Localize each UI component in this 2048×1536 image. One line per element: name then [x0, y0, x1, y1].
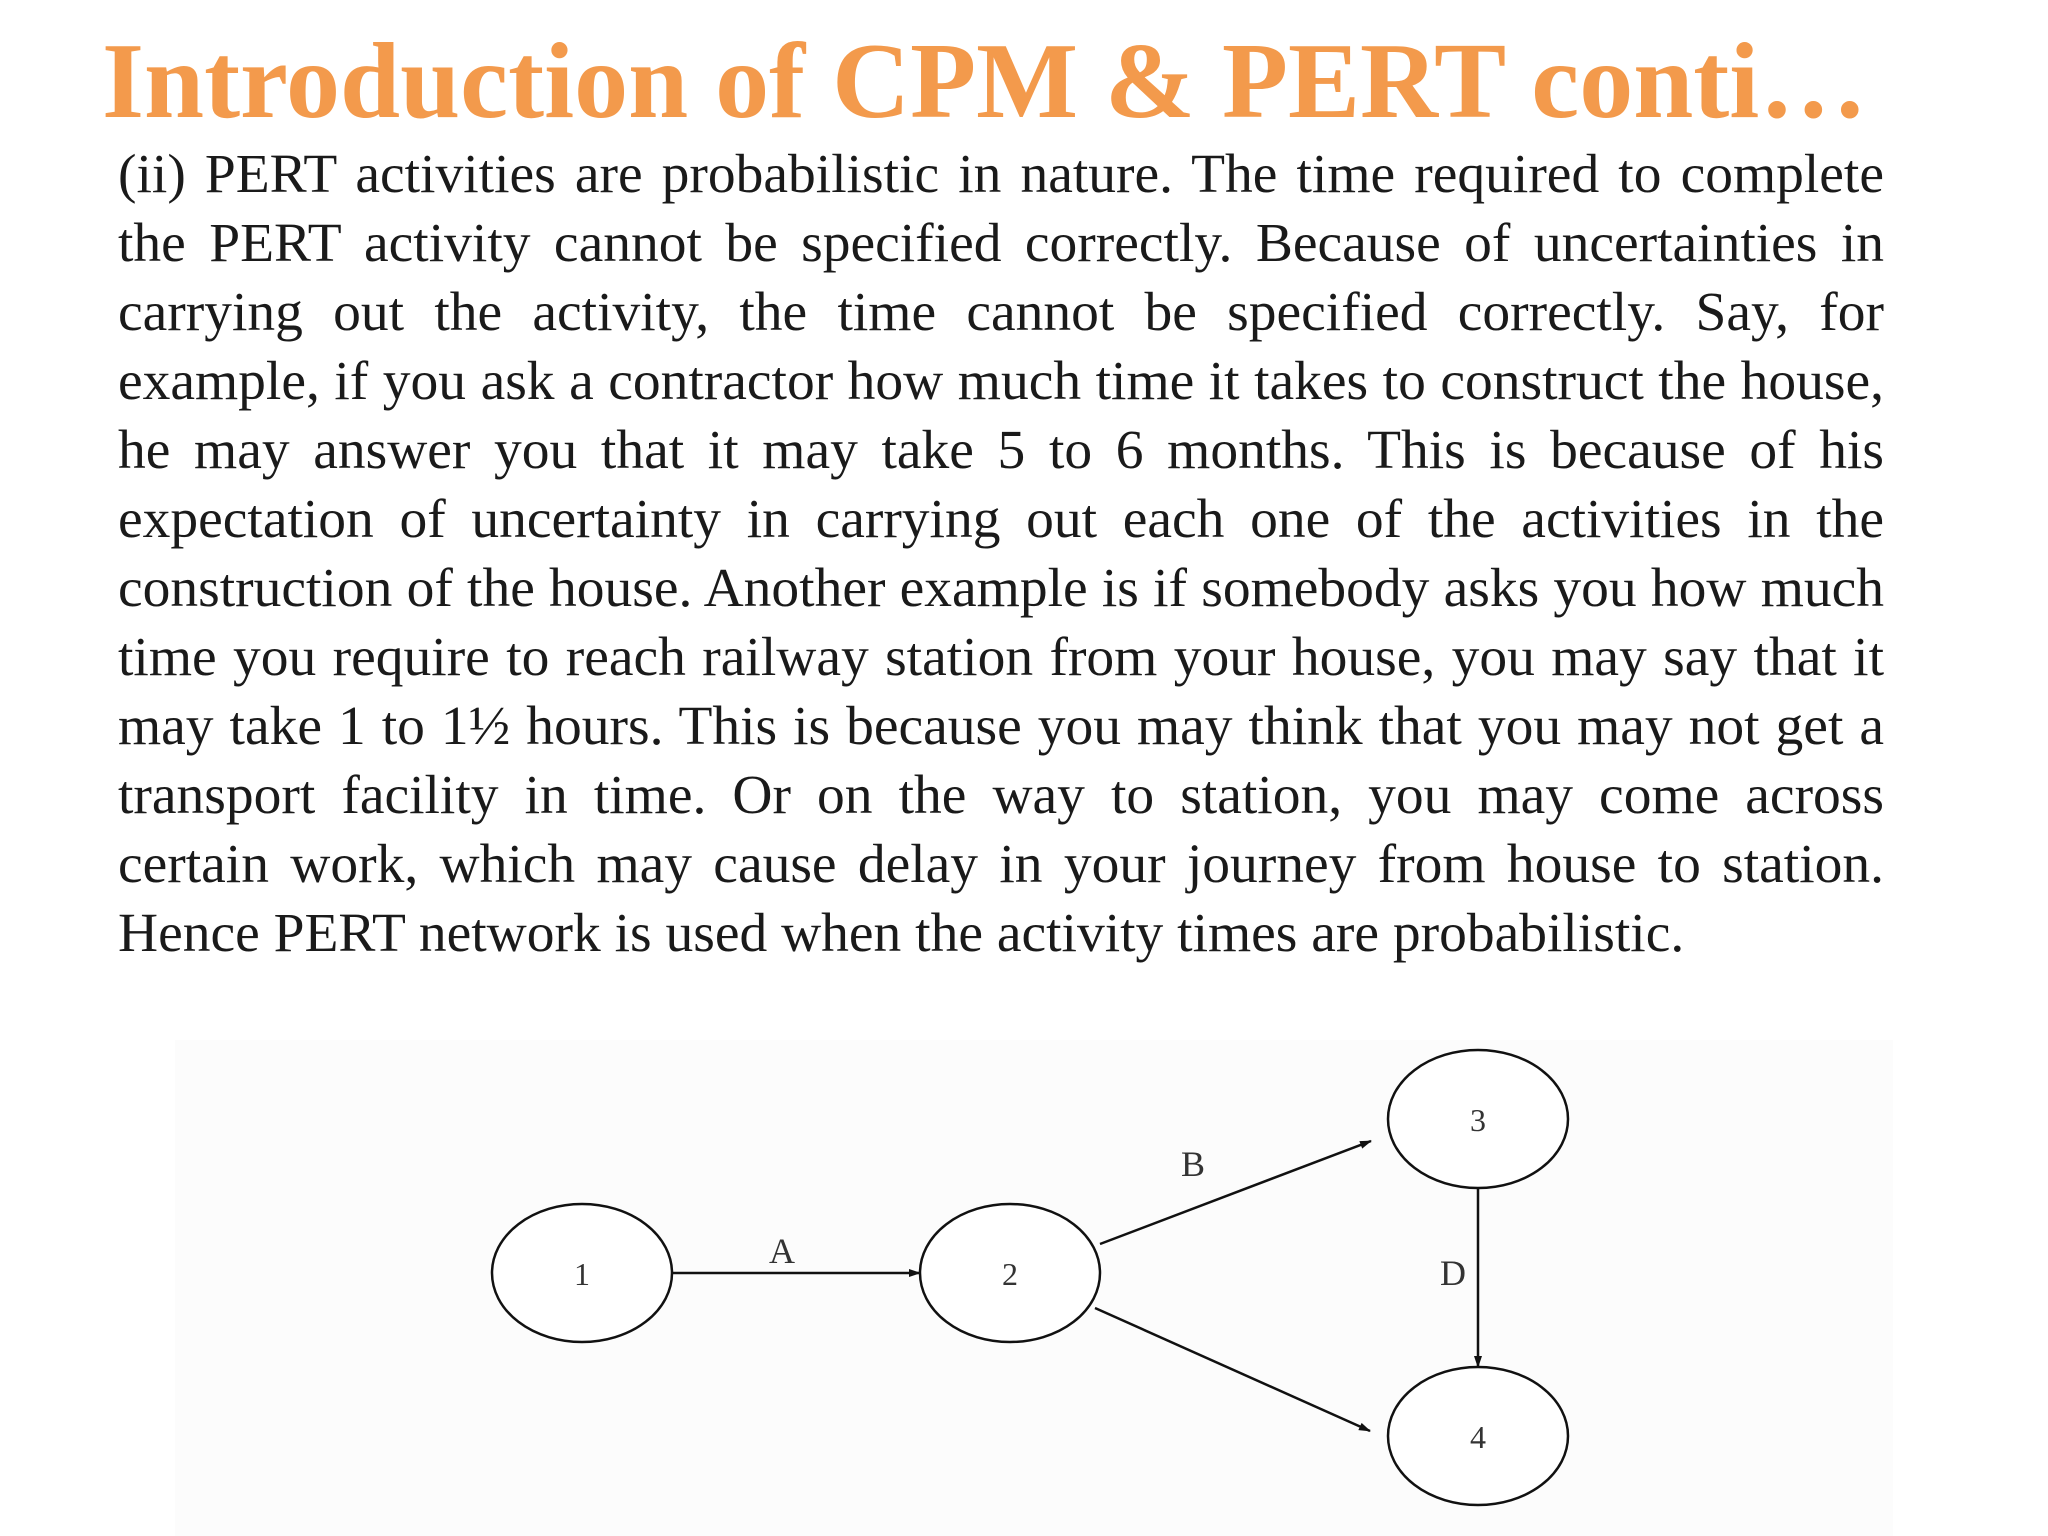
activity-2-4-arrow [1095, 1308, 1370, 1431]
slide-title: Introduction of CPM & PERT conti… [102, 22, 1868, 141]
pert-network-diagram [175, 1040, 1893, 1536]
body-paragraph: (ii) PERT activities are probabilistic in nature. The time required to complete the PERT activity cannot be specified correctly. Because of uncertainties in carrying out the activity, the time cannot be specified correctly. Say, for example, if you ask a contractor how much time it takes to construct the house, he may answer you that it may take 5 to 6 months. This is because of his expectation of uncertainty in carrying out each one of the activities in the construction of the house. Another example is if somebody asks you how much time you require to reach railway station from your house, you may say that it may take 1 to 1½ hours. This is because you may think that you may not get a transport facility in time. Or on the way to station, you may come across certain work, which may cause delay in your journey from house to station. Hence PERT network is used when the activity times are probabilistic. [118, 144, 1884, 964]
node-3-label: 3 [1470, 1102, 1486, 1138]
network-svg [175, 1040, 1893, 1536]
node-4-label: 4 [1470, 1419, 1486, 1455]
node-1-label: 1 [574, 1256, 590, 1292]
activity-a-label: A [769, 1231, 795, 1271]
activity-b-label: B [1180, 1144, 1206, 1184]
node-2-label: 2 [1002, 1256, 1018, 1292]
activity-b-arrow [1100, 1141, 1371, 1244]
activity-d-label: D [1440, 1253, 1466, 1293]
